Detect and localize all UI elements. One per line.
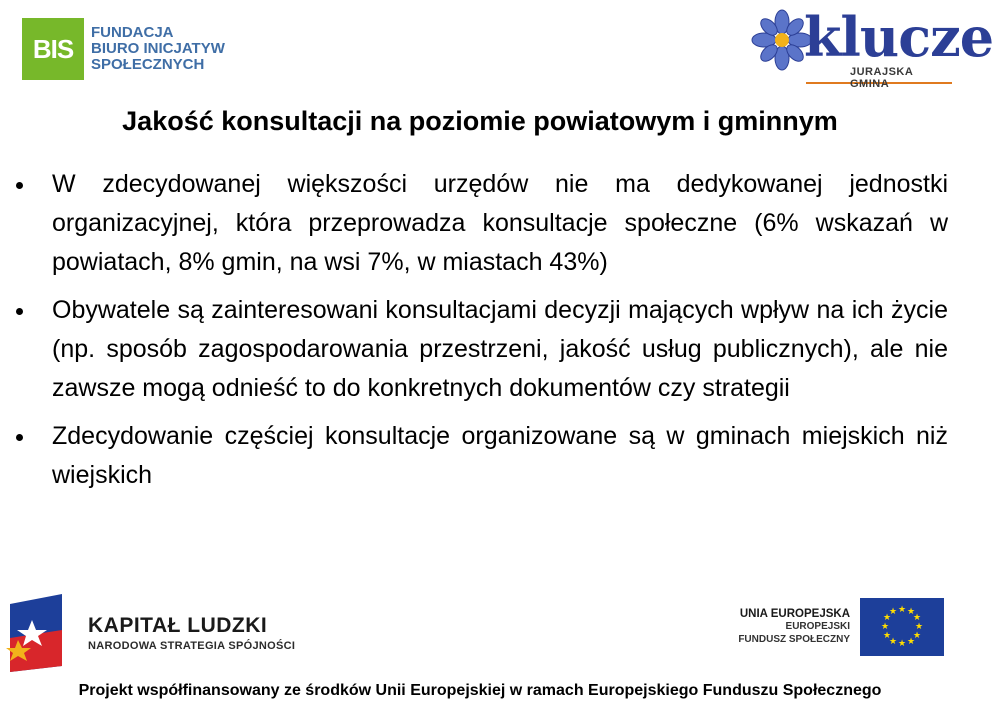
bis-logo-line: SPOŁECZNYCH — [91, 56, 205, 73]
bullet-icon — [16, 182, 23, 189]
svg-text:★: ★ — [906, 607, 916, 617]
eu-logo-line: EUROPEJSKI — [785, 621, 850, 632]
kapital-ludzki-text — [88, 614, 295, 652]
klucze-logo-word: klucze — [804, 5, 993, 69]
bis-logo-mark: BIS — [22, 18, 84, 80]
bis-foundation-logo — [22, 18, 225, 80]
bullet-text: Obywatele są zainteresowani konsultacjami decyzji mających wpływ na ich życie (np. sposób zagospodarowania przestrzeni, jakość usług publicznych), ale nie zawsze mogą odnieść to do konkretnych dokumentów czy strategii — [52, 296, 948, 402]
svg-text:★: ★ — [888, 607, 898, 617]
eu-flag-icon — [860, 598, 944, 656]
svg-text:★: ★ — [897, 605, 907, 615]
bullet-list — [12, 165, 948, 504]
svg-text:★: ★ — [914, 622, 924, 632]
svg-text:★: ★ — [897, 639, 907, 649]
slide-title: Jakość konsultacji na poziomie powiatowym i gminnym — [122, 106, 838, 136]
svg-text:★: ★ — [882, 613, 892, 623]
svg-text:★: ★ — [888, 637, 898, 647]
svg-text:★: ★ — [882, 631, 892, 641]
footer-note: Projekt współfinansowany ze środków Unii Europejskiej w ramach Europejskiego Funduszu Społecznego — [78, 682, 882, 699]
bullet-item — [12, 417, 948, 495]
bullet-text: W zdecydowanej większości urzędów nie ma dedykowanej jednostki organizacyjnej, która przeprowadza konsultacje społeczne (6% wskazań w powiatach, 8% gmin, na wsi 7%, w miastach 43%) — [52, 170, 948, 276]
svg-text:★: ★ — [912, 631, 922, 641]
eu-logo-text — [710, 608, 850, 646]
kapital-ludzki-logo — [6, 590, 295, 676]
bis-logo-text — [91, 25, 225, 73]
svg-text:★: ★ — [906, 637, 916, 647]
eu-logo-line: FUNDUSZ SPOŁECZNY — [738, 634, 850, 645]
bis-logo-line: FUNDACJA — [91, 24, 174, 41]
bullet-item — [12, 291, 948, 408]
klucze-flower-icon — [752, 8, 812, 78]
svg-text:★: ★ — [880, 622, 890, 632]
eu-logo-title: UNIA EUROPEJSKA — [739, 608, 850, 620]
bullet-item — [12, 165, 948, 282]
bullet-icon — [16, 308, 23, 315]
svg-text:★: ★ — [912, 613, 922, 623]
kapital-ludzki-emblem — [6, 590, 66, 676]
bis-logo-line: BIURO INICJATYW — [91, 40, 225, 57]
eu-logo — [710, 594, 944, 660]
klucze-logo-subtitle: JURAJSKA GMINA — [850, 66, 913, 90]
kapital-ludzki-subtitle: NARODOWA STRATEGIA SPÓJNOŚCI — [88, 640, 296, 652]
klucze-logo — [752, 4, 993, 90]
kapital-ludzki-title: KAPITAŁ LUDZKI — [88, 614, 268, 637]
bullet-icon — [16, 434, 23, 441]
bullet-text: Zdecydowanie częściej konsultacje organizowane są w gminach miejskich niż wiejskich — [52, 422, 948, 489]
